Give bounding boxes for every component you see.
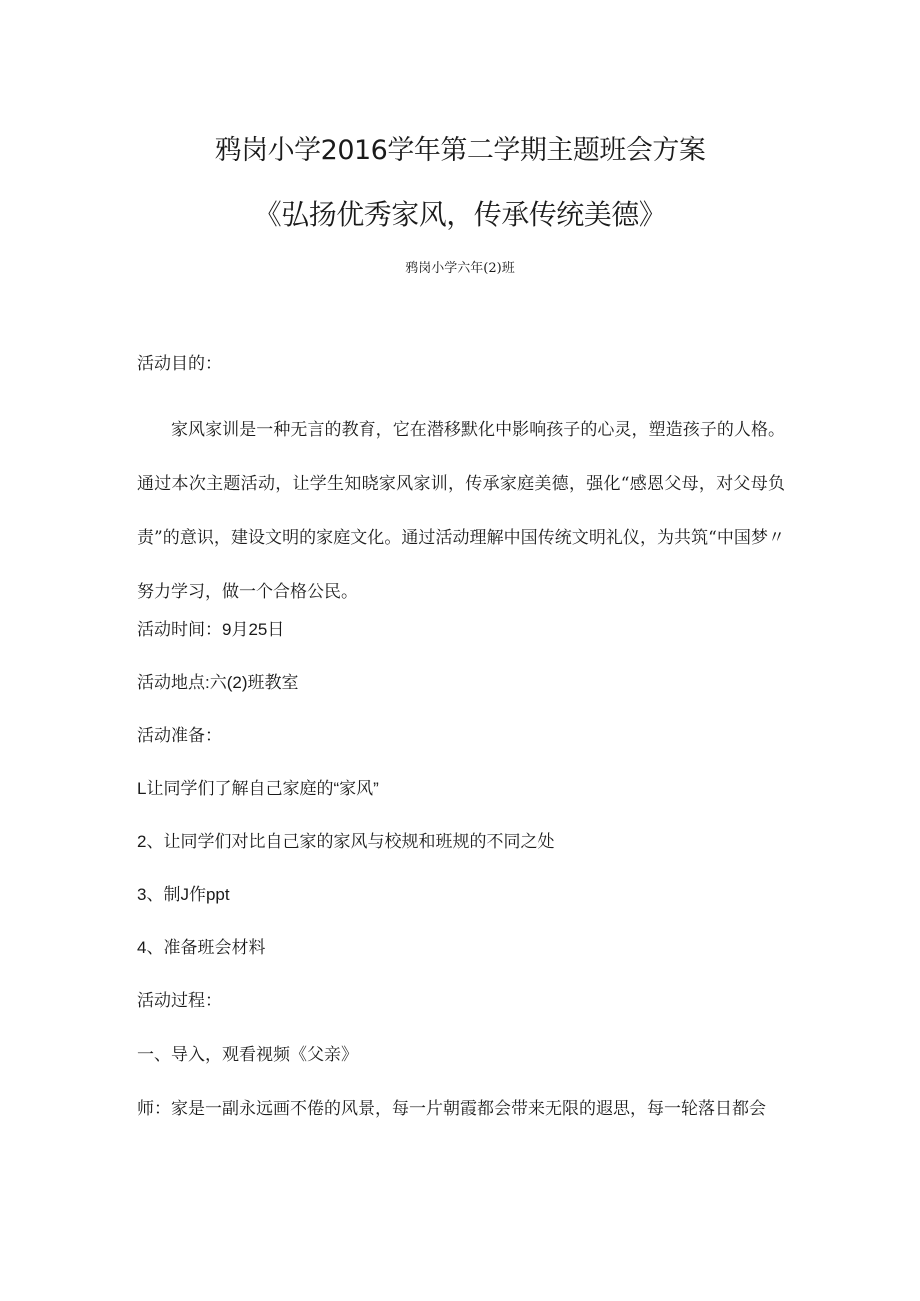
prep-item-3: 3、制J作ppt bbox=[137, 885, 230, 904]
prep-item-2: 2、让同学们对比自己家的家风与校规和班规的不同之处 bbox=[137, 832, 555, 851]
activity-place: 活动地点:六(2)班教室 bbox=[137, 673, 299, 692]
activity-time: 活动时间：9月25日 bbox=[137, 620, 285, 639]
prep-item-1: L让同学们了解自己家庭的“家风” bbox=[137, 779, 379, 798]
process-heading: 活动过程： bbox=[137, 991, 222, 1011]
purpose-heading: 活动目的： bbox=[137, 354, 222, 374]
prep-item-4: 4、准备班会材料 bbox=[137, 938, 266, 957]
class-name: 鸦岗小学六年(2)班 bbox=[405, 261, 515, 276]
document-title: 鸦岗小学2016学年第二学期主题班会方案 bbox=[214, 135, 706, 166]
purpose-paragraph: 家风家训是一种无言的教育，它在潜移默化中影响孩子的心灵，塑造孩子的人格。通过本次主题活动，让学生知晓家风家训，传承家庭美德，强化“感恩父母，对父母负责”的意识，建设文明的家庭文化。通过活动理解中国传统文明礼仪，为共筑“中国梦〃努力学习，做一个合格公民。 bbox=[137, 420, 785, 602]
document-subtitle-theme: 《弘扬优秀家风，传承传统美德》 bbox=[253, 198, 667, 231]
process-step-1: 一、导入，观看视频《父亲》 bbox=[137, 1045, 358, 1065]
teacher-speech: 师：家是一副永远画不倦的风景，每一片朝霞都会带来无限的遐思，每一轮落日都会 bbox=[137, 1099, 766, 1119]
preparation-heading: 活动准备： bbox=[137, 726, 222, 746]
